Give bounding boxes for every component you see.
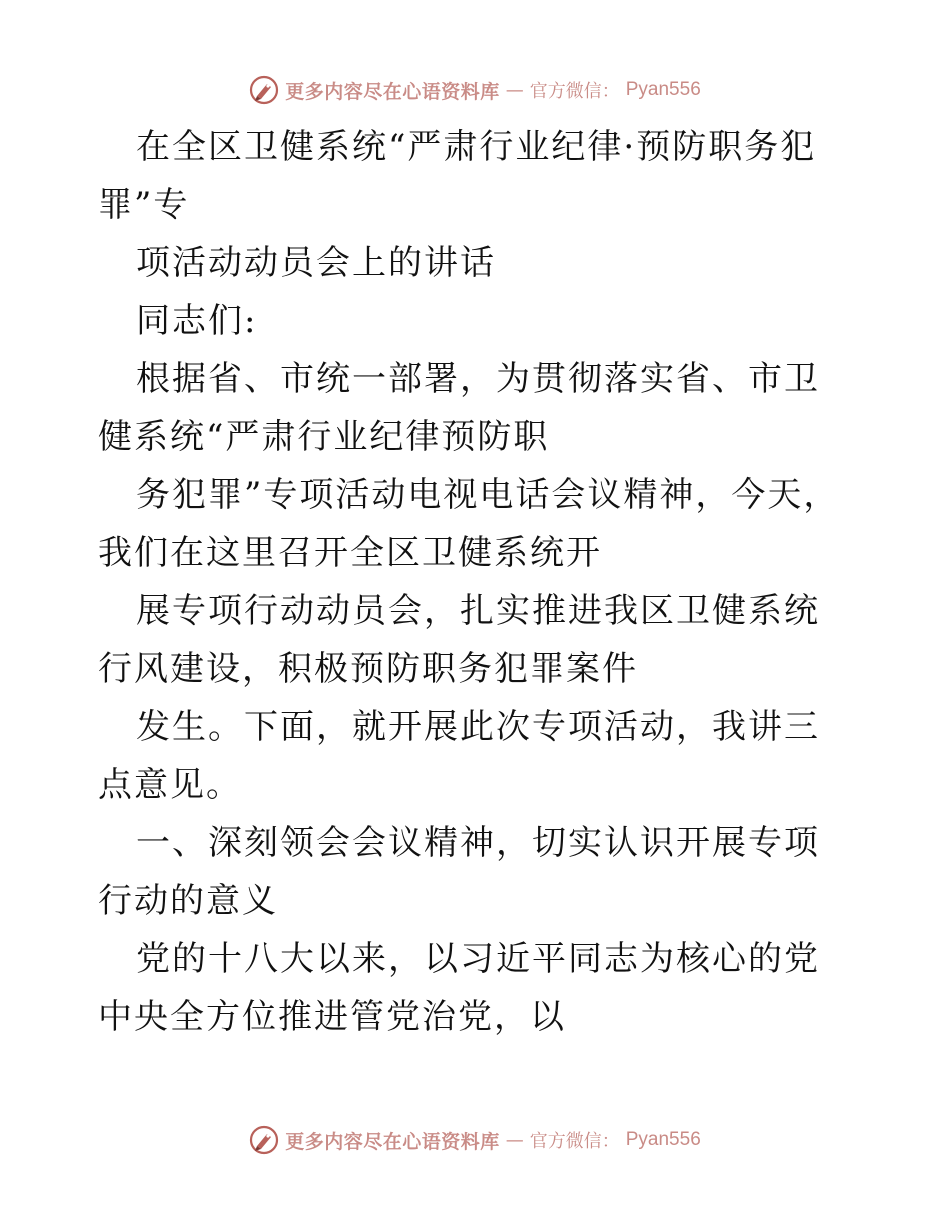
banner-title: 更多内容尽在心语资料库 (285, 80, 500, 103)
banner-subtitle: 官方微信： (529, 81, 620, 102)
banner-wechat-id: Pyan556 (625, 1129, 701, 1150)
doc-title-line-2: 项活动动员会上的讲话 (136, 243, 496, 283)
banner-dash: — (505, 1129, 524, 1151)
doc-paragraph: 发生。下面，就开展此次专项活动，我讲三点意见。 (98, 707, 820, 805)
doc-title-line-1: 在全区卫健系统“严肃行业纪律·预防职务犯罪”专 (98, 127, 817, 225)
banner-subtitle: 官方微信： (529, 1131, 620, 1152)
footer-banner (0, 1120, 950, 1160)
doc-paragraph: 根据省、市统一部署，为贯彻落实省、市卫健系统“严肃行业纪律预防职 (98, 359, 820, 457)
pen-nib-logo-icon (249, 1125, 279, 1155)
header-banner (0, 70, 950, 110)
doc-paragraph: 务犯罪”专项活动电视电话会议精神，今天，我们在这里召开全区卫健系统开 (98, 475, 840, 573)
doc-section-heading: 一、深刻领会会议精神，切实认识开展专项行动的意义 (98, 823, 820, 921)
document-body (98, 118, 854, 1046)
banner-wechat-id: Pyan556 (625, 79, 701, 100)
doc-paragraph: 党的十八大以来，以习近平同志为核心的党中央全方位推进管党治党，以 (98, 939, 820, 1037)
doc-salutation: 同志们: (136, 301, 258, 341)
doc-paragraph: 展专项行动动员会，扎实推进我区卫健系统行风建设，积极预防职务犯罪案件 (98, 591, 820, 689)
pen-nib-logo-icon (249, 75, 279, 105)
banner-title: 更多内容尽在心语资料库 (285, 1130, 500, 1153)
banner-dash: — (505, 79, 524, 101)
